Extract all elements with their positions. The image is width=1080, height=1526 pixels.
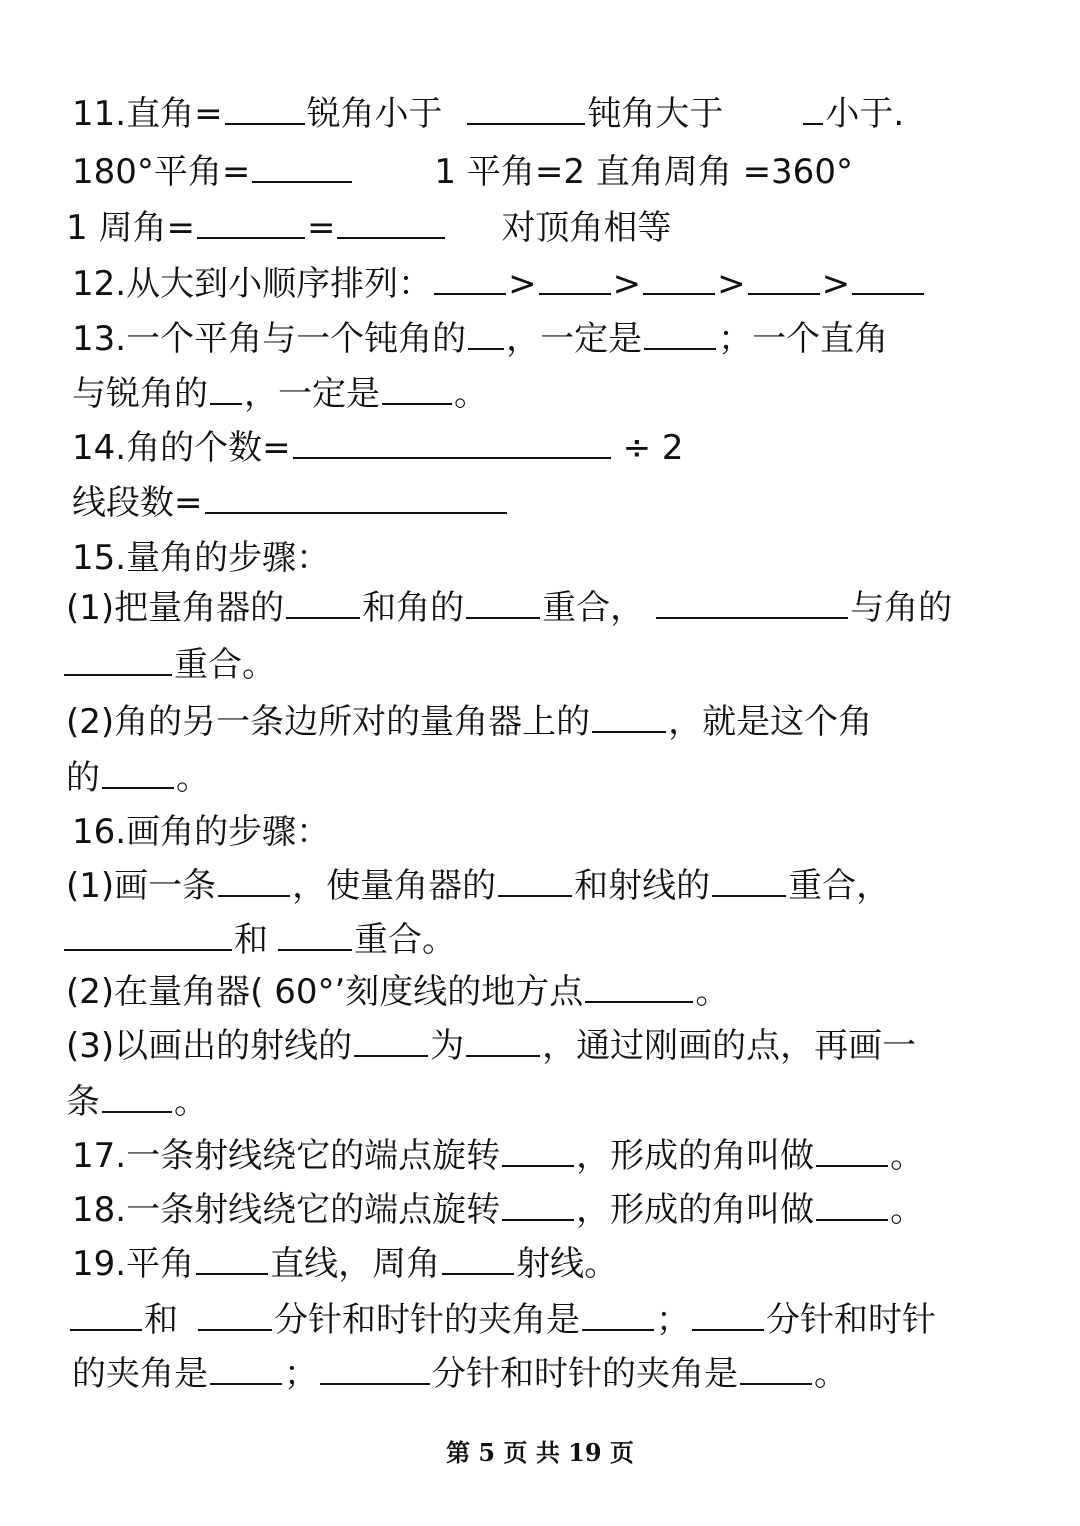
q16-title: 16.画角的步骤： [72,812,331,852]
blank [539,263,611,295]
blank [382,373,452,405]
blank [210,373,242,405]
blank [585,971,693,1003]
blank [816,1189,888,1221]
blank [712,865,786,897]
q14-line-2: 线段数= [72,481,509,525]
blank [740,1353,812,1385]
blank [502,1135,574,1167]
q16-step-2: (2)在量角器( 60°’刻度线的地方点 。 [66,972,730,1012]
blank [498,865,572,897]
q12-line: 12.从大到小顺序排列： > > > > [72,262,926,306]
blank [286,587,360,619]
blank [102,1081,172,1113]
blank [692,1299,764,1331]
q15-step-2: (2)角的另一条边所对的量角器上的 ，就是这个角 [66,702,873,742]
q11-line-3: 1 周角= = 对顶角相等 [66,208,672,248]
blank [205,482,507,514]
q16-step-3: (3)以画出的射线的 为 ，通过刚画的点，再画一 [66,1026,917,1066]
blank [218,865,290,897]
blank [293,427,611,459]
q15-step-2-cont: 的 。 [66,758,210,798]
q15-title: 15.量角的步骤： [72,538,331,578]
blank [70,1299,142,1331]
blank [816,1135,888,1167]
blank [434,263,506,295]
blank [252,151,352,183]
blank [466,1025,540,1057]
blank [467,93,585,125]
blank [852,263,924,295]
clock-line-2: 的夹角是 ； 分针和时针的夹角是 。 [72,1354,848,1394]
blank [643,263,715,295]
q16-step-3-cont: 条 。 [66,1082,208,1122]
blank [803,93,823,125]
blank [582,1299,654,1331]
blank [337,207,445,239]
blank [468,318,504,350]
blank [64,644,172,676]
blank [644,318,716,350]
blank [64,919,232,951]
page-footer: 第 5 页 共 19 页 [446,1438,634,1467]
q19-line: 19.平角 直线，周角 射线。 [72,1244,619,1284]
blank [210,1353,282,1385]
q13-line-2: 与锐角的 ，一定是 。 [72,374,488,414]
q18-line: 18.一条射线绕它的端点旋转 ，形成的角叫做 。 [72,1190,925,1230]
blank [592,701,666,733]
blank [196,1243,268,1275]
clock-line-1: 和 分针和时针的夹角是 ； 分针和时针 [70,1298,936,1342]
q17-line: 17.一条射线绕它的端点旋转 ，形成的角叫做 。 [72,1136,925,1176]
blank [354,1025,428,1057]
q16-step-1: (1)画一条 ，使量角器的 和射线的 重合， [66,866,891,906]
blank [466,587,540,619]
blank [198,1299,272,1331]
blank [748,263,820,295]
q13-line-1: 13.一个平角与一个钝角的 ，一定是 ；一个直角 [72,319,889,359]
blank [656,587,848,619]
blank [102,757,174,789]
blank [278,919,352,951]
q14-line-1: 14.角的个数= ÷ 2 [72,428,684,468]
q11-line-2: 180°平角= 1 平角=2 直角周角 =360° [72,152,853,192]
blank [225,93,305,125]
blank [320,1353,430,1385]
q15-step-1: (1)把量角器的 和角的 重合， 与角的 [66,588,953,628]
blank [442,1243,514,1275]
q11-line-1: 11.直角= 锐角小于 钝角大于 小于. [72,94,905,134]
q16-step-1-cont: 和 重合。 [64,918,456,962]
blank [502,1189,574,1221]
q15-step-1-cont: 重合。 [64,643,276,687]
blank [197,207,305,239]
